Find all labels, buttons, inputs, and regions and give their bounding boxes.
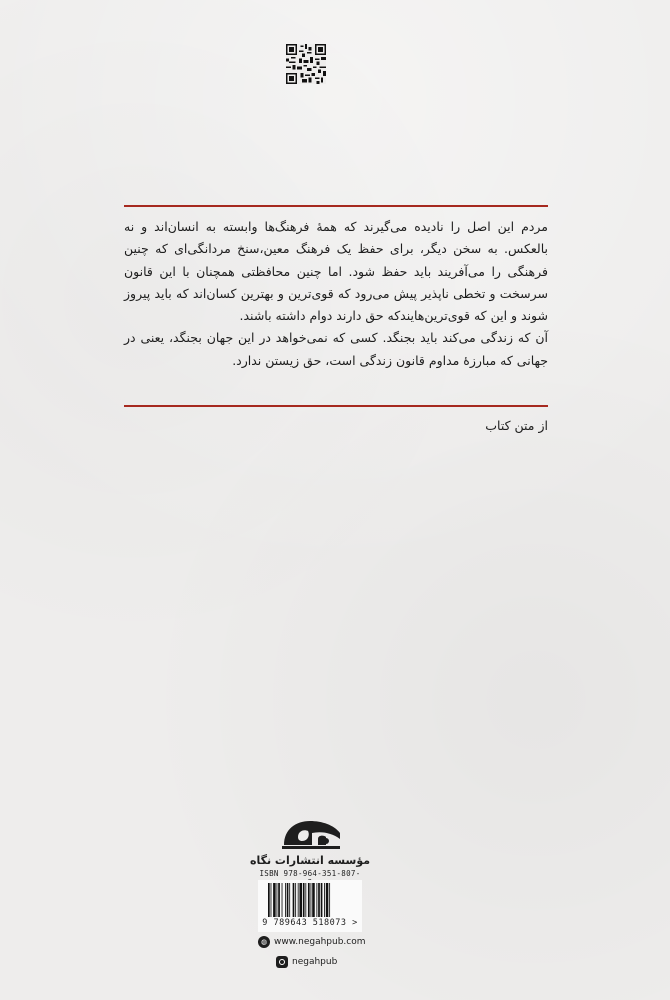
website-text: www.negahpub.com [274,937,366,947]
globe-icon: ◍ [258,936,270,948]
bottom-divider [124,405,548,407]
quote-source: از متن کتاب [485,418,548,433]
quote-text [124,216,548,372]
quote-paragraph-2: آن که زندگی می‌کند باید بجنگد. کسی که نمی‌خواهد در این جهان بجنگد، یعنی در جهانی که مبارزهٔ مداوم قانون زندگی است، حق زیستن ندارد. [124,330,548,368]
publisher-name: مؤسسه انتشارات نگاه [249,854,371,867]
quote-paragraph-1: مردم این اصل را نادیده می‌گیرند که همهٔ فرهنگ‌ها وابسته به انسان‌اند و نه بالعکس. به سخن دیگر، برای حفظ یک فرهنگ معین،سنخ مردانگی‌ای که چنین فرهنگی را می‌آفریند باید حفظ شود. اما چنین محافظتی همچنان با این قانون سرسخت و تخطی ناپذیر پیش می‌رود که قوی‌ترین و بهترین کسان‌اند که باید پیروز شوند و این که قوی‌ترین‌هایندکه حق دارند دوام داشته باشند. [124,219,548,324]
qr-code-icon [286,44,326,84]
instagram-icon [276,956,288,968]
barcode-digits: 9 789643 518073 > [262,918,358,928]
social-handle[interactable] [276,955,337,969]
social-text: negahpub [292,957,338,967]
barcode [268,883,354,917]
website-link[interactable] [258,935,366,949]
publisher-logo-icon [278,815,344,859]
isbn-label: ISBN 978-964-351-807- [259,869,361,878]
top-divider [124,205,548,207]
